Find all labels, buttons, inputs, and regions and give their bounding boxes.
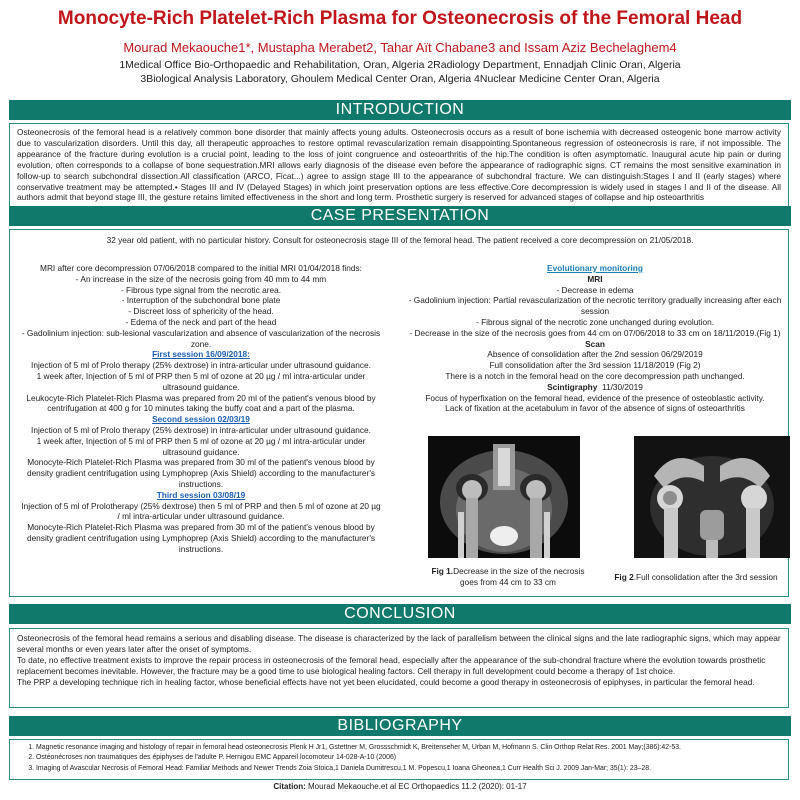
session-line: Monocyte-Rich Platelet-Rich Plasma was prepared from 30 ml of the patient's venous blood by density gradient centrifugation using Lymphoprep (Axis Shield) according to the manufacturer's instructions.	[26, 522, 376, 554]
affiliation-line-1: 1Medical Office Bio-Orthopaedic and Rehabilitation, Oran, Algeria 2Radiology Department, Ennadjah Clinic Oran, Algeria	[119, 59, 681, 71]
ct-hips-illustration	[634, 436, 790, 558]
mri-finding: MRI after core decompression 07/06/2018 compared to the initial MRI 01/04/2018 finds:	[40, 263, 362, 273]
mri-figure-image	[428, 436, 580, 558]
case-left-column	[20, 263, 382, 555]
authors: Mourad Mekaouche1*, Mustapha Merabet2, Tahar Aït Chabane3 and Issam Aziz Bechelaghem4	[123, 40, 677, 55]
mri-finding: - Discreet loss of sphericity of the head.	[128, 306, 274, 317]
mri-finding: - Gadolinium injection: sub-lesional vascularization and absence of vascularization of the necrosis zone.	[21, 327, 381, 349]
conclusion-section	[9, 628, 789, 708]
mri-hips-illustration	[428, 436, 580, 558]
figure-1-text: Decrease in the size of the necrosis goes from 44 cm to 33 cm	[453, 566, 585, 587]
figure-1-label: Fig 1.	[431, 566, 454, 576]
conclusion-paragraph: Osteonecrosis of the femoral head remains a serious and disabling disease. The disease is characterized by the lack of parallelism between the clinical signs and the late radiographic signs, which may appear several months or even years later after the onset of symptoms.	[17, 633, 781, 654]
conclusion-paragraph: The PRP a developing technique rich in healing factor, whose beneficial effects have not yet been elucidated, could become a good therapy in osteonecrosis of epiphyses, in particular the femoral head.	[17, 676, 755, 687]
case-presentation-section	[9, 229, 789, 597]
bibliography-heading: BIBLIOGRAPHY	[9, 716, 791, 736]
case-right-column	[405, 263, 785, 414]
monitoring-line: - Decrease in edema	[556, 284, 634, 295]
monitoring-line: - Decrease in the size of the necrosis goes from 44 cm on 07/06/2018 to 33 cm on 18/11/2019.(Fig 1)	[409, 327, 781, 338]
mri-subtitle: MRI	[587, 273, 603, 284]
bibliography-item: 2. Ostéonécroses non traumatiques des épiphyses de l'adulte P. Hernigou EMC Appareil locomoteur 14-028-A-10 (2006)	[36, 753, 784, 763]
session-line: Injection of 5 ml of Prolotherapy (25% dextrose) then 5 ml of PRP and then 5 ml of ozone at 20 µg / ml intra-articular under ultrasound guidance.	[21, 500, 381, 522]
case-presentation-heading: CASE PRESENTATION	[9, 206, 791, 226]
introduction-heading: INTRODUCTION	[9, 100, 791, 120]
conclusion-paragraph: To date, no effective treatment exists to improve the repair process in osteonecrosis of the femoral head, especially after the appearance of the sub-chondral fracture where the evolution towards prosthetic replacement becomes inevitable. However, the fracture may be a good time to use biological healing factors. Cell therapy in full development could become a therapy of 1st choice.	[17, 654, 766, 676]
session-line: 1 week after, Injection of 5 ml of PRP then 5 ml of ozone at 20 µg / ml intra-articular under ultrasound guidance.	[36, 370, 366, 392]
scan-subtitle: Scan	[585, 338, 605, 349]
case-intro: 32 year old patient, with no particular history. Consult for osteonecrosis stage III of the femoral head. The patient received a core decompression on 21/05/2018.	[106, 235, 694, 245]
ct-figure-image	[634, 436, 790, 558]
session-line: Leukocyte-Rich Platelet-Rich Plasma was prepared from 20 ml of the patient's venous blood by centrifugation at 400 g for 10 minutes taking the buffy coat and a part of the plasma.	[26, 392, 376, 414]
scintigraphy-date: 11/30/2019	[601, 381, 643, 392]
mri-finding: - Edema of the neck and part of the head	[125, 316, 277, 327]
scintigraphy-subtitle: Scintigraphy	[547, 381, 598, 392]
poster-title: Monocyte-Rich Platelet-Rich Plasma for Osteonecrosis of the Femoral Head	[57, 8, 743, 29]
session-line: Injection of 5 ml of Prolo therapy (25% dextrose) in intra-articular under ultrasound guidance.	[31, 360, 371, 371]
figure-1-caption	[428, 566, 588, 587]
monitoring-line: - Fibrous signal of the necrotic zone unchanged during evolution.	[476, 316, 714, 327]
citation	[0, 782, 800, 791]
session-line: Monocyte-Rich Platelet-Rich Plasma was prepared from 30 ml of the patient's venous blood by density gradient centrifugation using Lymphoprep (Axis Shield) according to the manufacturer's instructions.	[26, 457, 376, 489]
scintigraphy-line: Lack of fixation at the acetabulum in favor of the absence of signs of osteoarthritis	[445, 403, 745, 414]
bibliography-item: 3. Imaging of Avascular Necrosis of Femoral Head: Familiar Methods and Newer Trends Zoia Stoica,1 Daniela Dumitrescu,1 M. Popescu,1 Ioana Gheonea,1 Curr Health Sci J. 2009 Jan-Mar; 35(1): 23–28.	[36, 764, 784, 774]
bibliography-section	[9, 739, 789, 780]
citation-label: Citation:	[273, 782, 306, 791]
second-session-title: Second session 02/03/19	[152, 414, 250, 425]
evolutionary-monitoring-title: Evolutionary monitoring	[547, 263, 643, 273]
bibliography-item: 1. Magnetic resonance imaging and histology of repair in femoral head osteonecrosis Plenk H Jr1, Gstettner M, Grossschmidt K, Breitenseher M, Urban M, Hofmann S. Clin Orthop Relat Res. 2001 May;(386):42-53.	[36, 743, 784, 753]
scan-line: There is a notch in the femoral head on the core decompression path unchanged.	[445, 370, 745, 381]
session-line: 1 week after, Injection of 5 ml of PRP then 5 ml of ozone at 20 µg / ml intra-articular under ultrasound guidance.	[36, 435, 366, 457]
bibliography-list	[14, 743, 784, 774]
third-session-title: Third session 03/08/19	[156, 489, 246, 500]
mri-finding: - Interruption of the subchondral bone plate	[121, 295, 281, 306]
citation-text: Mourad Mekaouche.et al EC Orthopaedics 11.2 (2020): 01-17	[308, 782, 527, 791]
monitoring-line: - Gadolinium injection: Partial revascularization of the necrotic territory gradually increasing after each session	[408, 295, 782, 317]
first-session-title: First session 16/09/2018:	[152, 349, 250, 360]
scintigraphy-heading	[405, 382, 785, 393]
figure-2-caption	[604, 572, 788, 583]
figure-2-text: .Full consolidation after the 3rd session	[633, 572, 778, 582]
figure-2-label: Fig 2	[614, 572, 634, 582]
mri-finding: - Fibrous type signal from the necrotic area.	[120, 284, 281, 295]
scintigraphy-line: Focus of hyperfixation on the femoral head, evidence of the presence of osteoblastic activity.	[425, 392, 765, 403]
scan-line: Full consolidation after the 3rd session 11/18/2019 (Fig 2)	[489, 360, 701, 371]
conclusion-heading: CONCLUSION	[9, 604, 791, 624]
affiliation-line-2: 3Biological Analysis Laboratory, Ghoulem Medical Center Oran, Algeria 4Nuclear Medicine Center Oran, Algeria	[140, 73, 660, 85]
session-line: Injection of 5 ml of Prolo therapy (25% dextrose) in intra-articular under ultrasound guidance.	[31, 424, 371, 435]
scan-line: Absence of consolidation after the 2nd session 06/29/2019	[487, 349, 703, 360]
mri-finding: - An increase in the size of the necrosis going from 40 mm to 44 mm	[75, 273, 327, 284]
introduction-text: Osteonecrosis of the femoral head is a relatively common bone disorder that mainly affects young adults. Osteonecrosis occurs as a result of bone ischemia with decreased osteogenic bone marrow activity due to vascularization disorders. Until this day, all therapeutic approaches to restore optimal revascularization remain disappointing.Spontaneous regression of osteonecrosis is rare, if not impossible. The appearance of the fracture during evolution is a crucial point, leading to the loss of joint congruence and osteoarthritis of the hip.The condition is often asymptomatic. Inaugural acute hip pain or during evolution, often corresponds to a collapse of bone sequestration.MRI allows early diagnosis of the disease even before the appearance of radiographic signs. CT remains the most sensitive examination in follow-up to search subchondral dissection.All classification (ARCO, Ficat...) agree to assign stage III to the appearance of subchondral fracture. We can distinguish:Stages I and II (early stages) where conservative treatment may be attempted.• Stages III and IV (Delayed Stages) in which joint preservation options are less effective.Core decompression is widely used in stages I and II of the disease. All authors admit that beyond stage III, the gesture retains limited effectiveness in the short and long term. Prosthetic surgery is reserved for advanced stages of collapse and hip osteoarthritis	[17, 127, 781, 203]
